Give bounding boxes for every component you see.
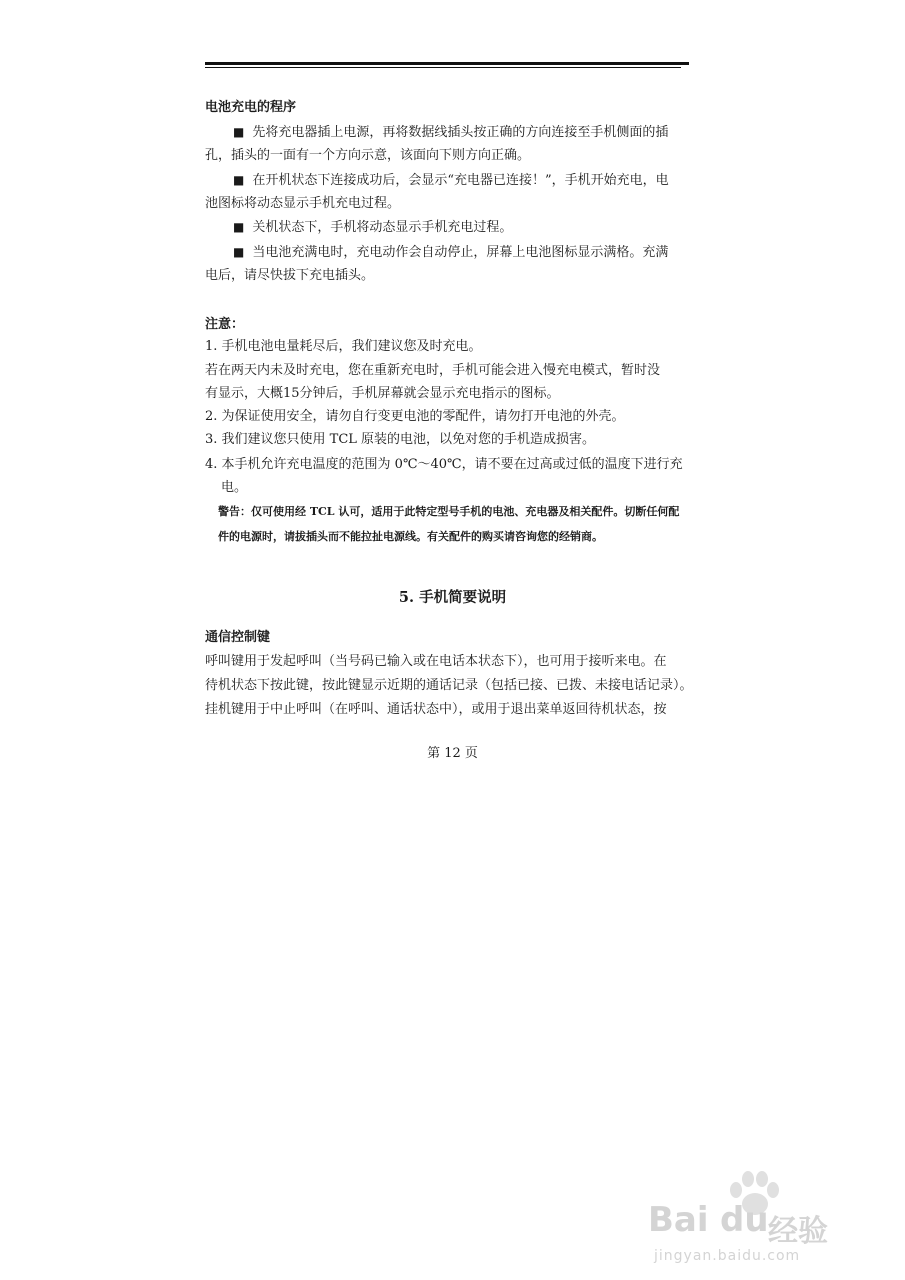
bullet-2-text: 在开机状态下连接成功后，会显示“充电器已连接！”，手机开始充电，电: [252, 173, 669, 188]
watermark-url: jingyan.baidu.com: [654, 1248, 801, 1264]
paragraph-line-1: 呼叫键用于发起呼叫（当号码已输入或在电话本状态下），也可用于接听来电。在: [205, 654, 667, 669]
warning-text: 警告：仅可使用经 TCL 认可，适用于此特定型号手机的电池、充电器及相关配件。切断任何配: [218, 505, 680, 518]
bullet-2-cont: 池图标将动态显示手机充电过程。: [205, 196, 401, 211]
note-1: 1. 手机电池电量耗尽后，我们建议您及时充电。: [205, 339, 482, 354]
bullet-1: [233, 122, 668, 143]
subsection-title: 通信控制键: [205, 630, 271, 645]
bullet-4-text: 当电池充满电时，充电动作会自动停止，屏幕上电池图标显示满格。充满: [252, 245, 669, 260]
bullet-1-text: 先将充电器插上电源，再将数据线插头按正确的方向连接至手机侧面的插: [252, 125, 669, 140]
bullet-icon: ■: [233, 173, 245, 187]
note-3: 3. 我们建议您只使用 TCL 原装的电池，以免对您的手机造成损害。: [205, 432, 596, 447]
note-4: 4. 本手机允许充电温度的范围为 0℃～40℃，请不要在过高或过低的温度下进行充: [205, 457, 683, 472]
bullet-4-cont: 电后，请尽快拔下充电插头。: [205, 268, 375, 283]
bullet-icon: ■: [233, 125, 245, 139]
paragraph-line-3: 挂机键用于中止呼叫（在呼叫、通话状态中），或用于退出菜单返回待机状态，按: [205, 702, 667, 717]
header-rule-thick: [205, 62, 689, 65]
watermark-brand-du: du: [720, 1200, 769, 1240]
baidu-watermark: [648, 1170, 858, 1264]
watermark-brand-cn: 经验: [768, 1214, 828, 1249]
note-1-cont2: 有显示，大概15分钟后，手机屏幕就会显示充电指示的图标。: [205, 386, 560, 401]
bullet-icon: ■: [233, 220, 245, 234]
bullet-3: [233, 217, 512, 238]
notes-title: 注意：: [205, 317, 245, 332]
header-rule-thin: [205, 67, 681, 68]
note-1-cont: 若在两天内未及时充电，您在重新充电时，手机可能会进入慢充电模式，暂时没: [205, 363, 661, 378]
bullet-4: [233, 242, 668, 263]
page-number: 第 12 页: [427, 746, 478, 761]
note-4-cont: 电。: [221, 480, 248, 495]
bullet-1-cont: 孔，插头的一面有一个方向示意，该面向下则方向正确。: [205, 148, 531, 163]
warning-text-cont: 件的电源时，请拔插头而不能拉扯电源线。有关配件的购买请咨询您的经销商。: [218, 530, 603, 543]
bullet-icon: ■: [233, 245, 245, 259]
bullet-2: [233, 170, 669, 191]
section-heading: 5. 手机简要说明: [398, 589, 507, 606]
note-2: 2. 为保证使用安全，请勿自行变更电池的零配件，请勿打开电池的外壳。: [205, 409, 625, 424]
paragraph-line-2: 待机状态下按此键，按此键显示近期的通话记录（包括已接、已拨、未接电话记录）。: [205, 678, 693, 693]
section-title: 电池充电的程序: [205, 100, 297, 115]
watermark-brand: Bai: [648, 1200, 709, 1240]
bullet-3-text: 关机状态下，手机将动态显示手机充电过程。: [252, 220, 513, 235]
